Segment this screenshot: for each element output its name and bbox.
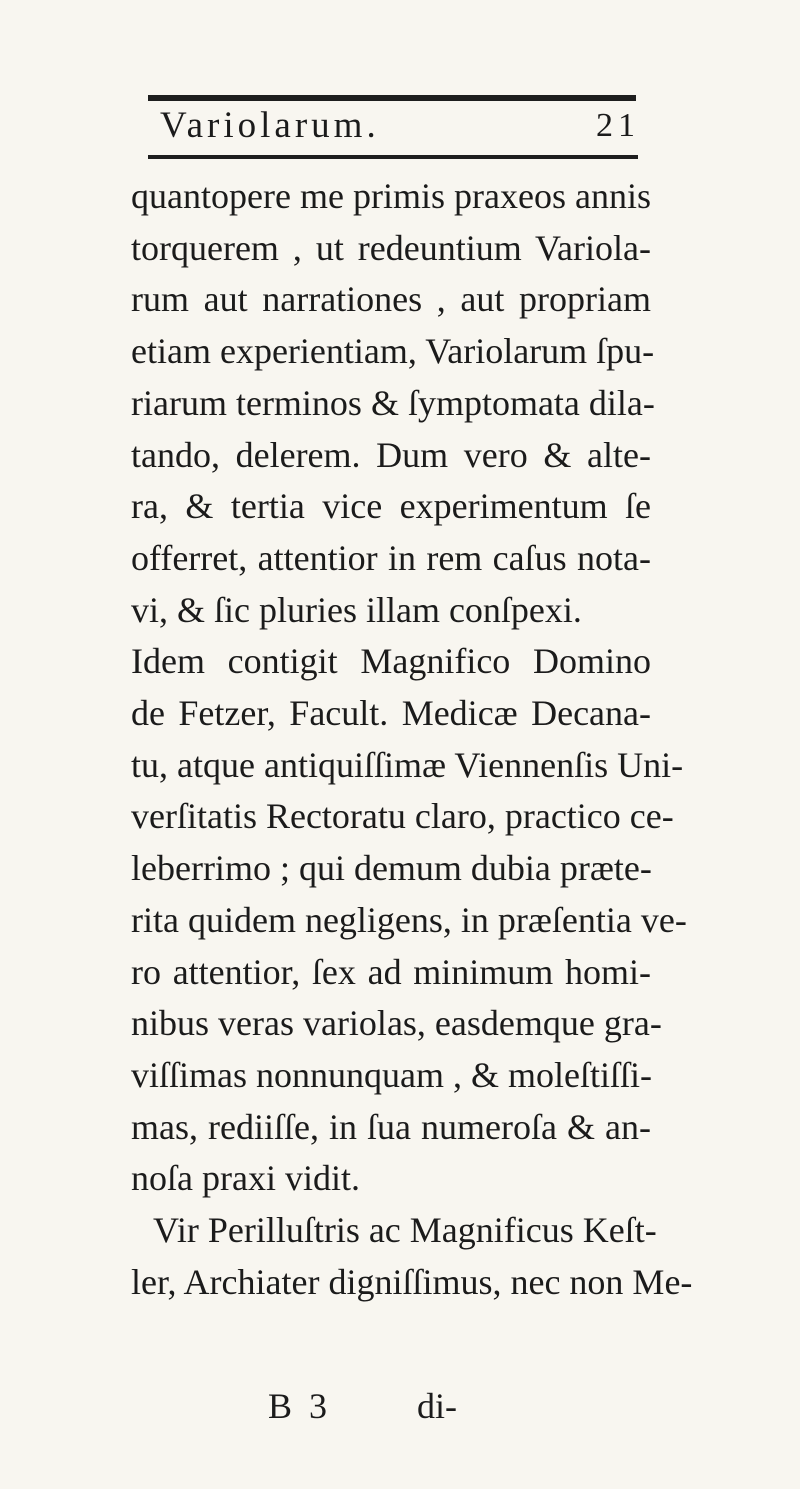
text-line: ro attentior, ſex ad minimum homi- [131,951,651,992]
text-line: rita quidem negligens, in præſentia ve- [131,899,687,940]
text-line: leberrimo ; qui demum dubia præte- [131,848,652,889]
text-line: ra, & tertia vice experimentum ſe [131,486,651,527]
text-line: mas, rediiſſe, in ſua numeroſa & an- [131,1106,651,1147]
text-line: tando, delerem. Dum vero & alte- [131,434,651,475]
text-line: Idem contigit Magnifico Domino [131,641,651,682]
text-line: offerret, attentior in rem caſus nota- [131,537,651,578]
top-rule [148,95,636,101]
page-header [160,103,640,149]
text-line: vi, & ſic pluries illam conſpexi. [131,589,582,630]
header-rule [148,155,638,159]
text-line: riarum terminos & ſymptomata dila- [131,382,655,423]
text-line: noſa praxi vidit. [131,1158,360,1199]
signature-mark: B 3 [268,1386,332,1426]
text-line: ler, Archiater digniſſimus, nec non Me- [131,1261,693,1302]
page-number: 21 [596,107,640,144]
text-line: viſſimas nonnunquam , & moleſtiſſi- [131,1054,652,1095]
running-head: Variolarum. [160,105,380,146]
text-line: rum aut narrationes , aut propriam [131,279,651,320]
catchword: di- [417,1386,457,1426]
text-line: tu, atque antiquiſſimæ Viennenſis Uni- [131,744,684,785]
text-line: etiam experientiam, Variolarum ſpu- [131,331,655,372]
text-line: verſitatis Rectoratu claro, practico ce- [131,796,674,837]
text-line: quantopere me primis praxeos annis [131,176,651,216]
text-line: de Fetzer, Facult. Medicæ Decana- [131,693,651,734]
page-footer [0,1380,800,1432]
text-line: nibus veras variolas, easdemque gra- [131,1003,662,1044]
text-line: torquerem , ut redeuntium Variola- [131,227,651,268]
text-line: Vir Perilluſtris ac Magnificus Keſt- [153,1210,657,1251]
body-text [131,171,693,1308]
